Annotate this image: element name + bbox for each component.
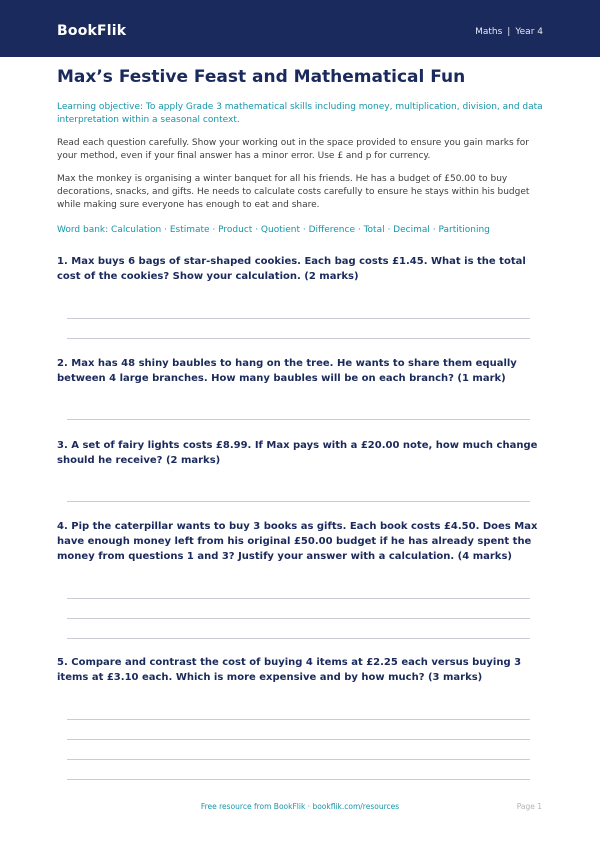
answer-line[interactable] <box>67 638 530 639</box>
answer-line[interactable] <box>67 419 530 420</box>
learning-objective: Learning objective: To apply Grade 3 mathematical skills including money, multiplication, division, and data interpretation within a seasonal context. <box>57 102 543 125</box>
question-1: 1. Max buys 6 bags of star-shaped cookies. Each bag costs £1.45. What is the total cost of the cookies? Show your calculation. (2 marks) <box>57 256 526 282</box>
page-number: Page 1 <box>516 802 542 811</box>
scenario-text: Max the monkey is organising a winter banquet for all his friends. He has a budget of £50.00 to buy decorations, snacks, and gifts. He needs to calculate costs carefully to ensure he stays within his budget while making sure everyone has enough to eat and share. <box>57 174 530 210</box>
subject-year-label <box>475 26 543 38</box>
word-bank: Word bank: Calculation · Estimate · Product · Quotient · Difference · Total · Decimal · Partitioning <box>57 225 490 235</box>
question-3: 3. A set of fairy lights costs £8.99. If Max pays with a £20.00 note, how much change should he receive? (2 marks) <box>57 440 538 466</box>
question-4: 4. Pip the caterpillar wants to buy 3 books as gifts. Each book costs £4.50. Does Max have enough money left from his original £50.00 budget if he has already spent the money from questions 1 and 3? Justify your answer with a calculation. (4 marks) <box>57 521 538 562</box>
separator: | <box>507 27 511 37</box>
footer-credit-link[interactable]: Free resource from BookFlik · bookflik.com/resources <box>200 802 400 811</box>
answer-line[interactable] <box>67 719 530 720</box>
answer-line[interactable] <box>67 598 530 599</box>
worksheet-intro <box>57 66 543 237</box>
answer-line[interactable] <box>67 618 530 619</box>
answer-line[interactable] <box>67 338 530 339</box>
answer-line[interactable] <box>67 501 530 502</box>
instructions-text: Read each question carefully. Show your working out in the space provided to ensure you gain marks for your method, even if your final answer has a minor error. Use £ and p for currency. <box>57 138 529 161</box>
subject-label: Maths <box>475 27 503 37</box>
year-label: Year 4 <box>515 27 543 37</box>
answer-line[interactable] <box>67 739 530 740</box>
question-5: 5. Compare and contrast the cost of buying 4 items at £2.25 each versus buying 3 items at £3.10 each. Which is more expensive and by how much? (3 marks) <box>57 657 522 683</box>
header-bar <box>0 0 600 57</box>
worksheet-title: Max’s Festive Feast and Mathematical Fun <box>57 67 466 87</box>
question-2: 2. Max has 48 shiny baubles to hang on the tree. He wants to share them equally between 4 large branches. How many baubles will be on each branch? (1 mark) <box>57 358 517 384</box>
answer-line[interactable] <box>67 759 530 760</box>
brand-logo: BookFlik <box>57 23 127 39</box>
answer-line[interactable] <box>67 318 530 319</box>
answer-line[interactable] <box>67 779 530 780</box>
